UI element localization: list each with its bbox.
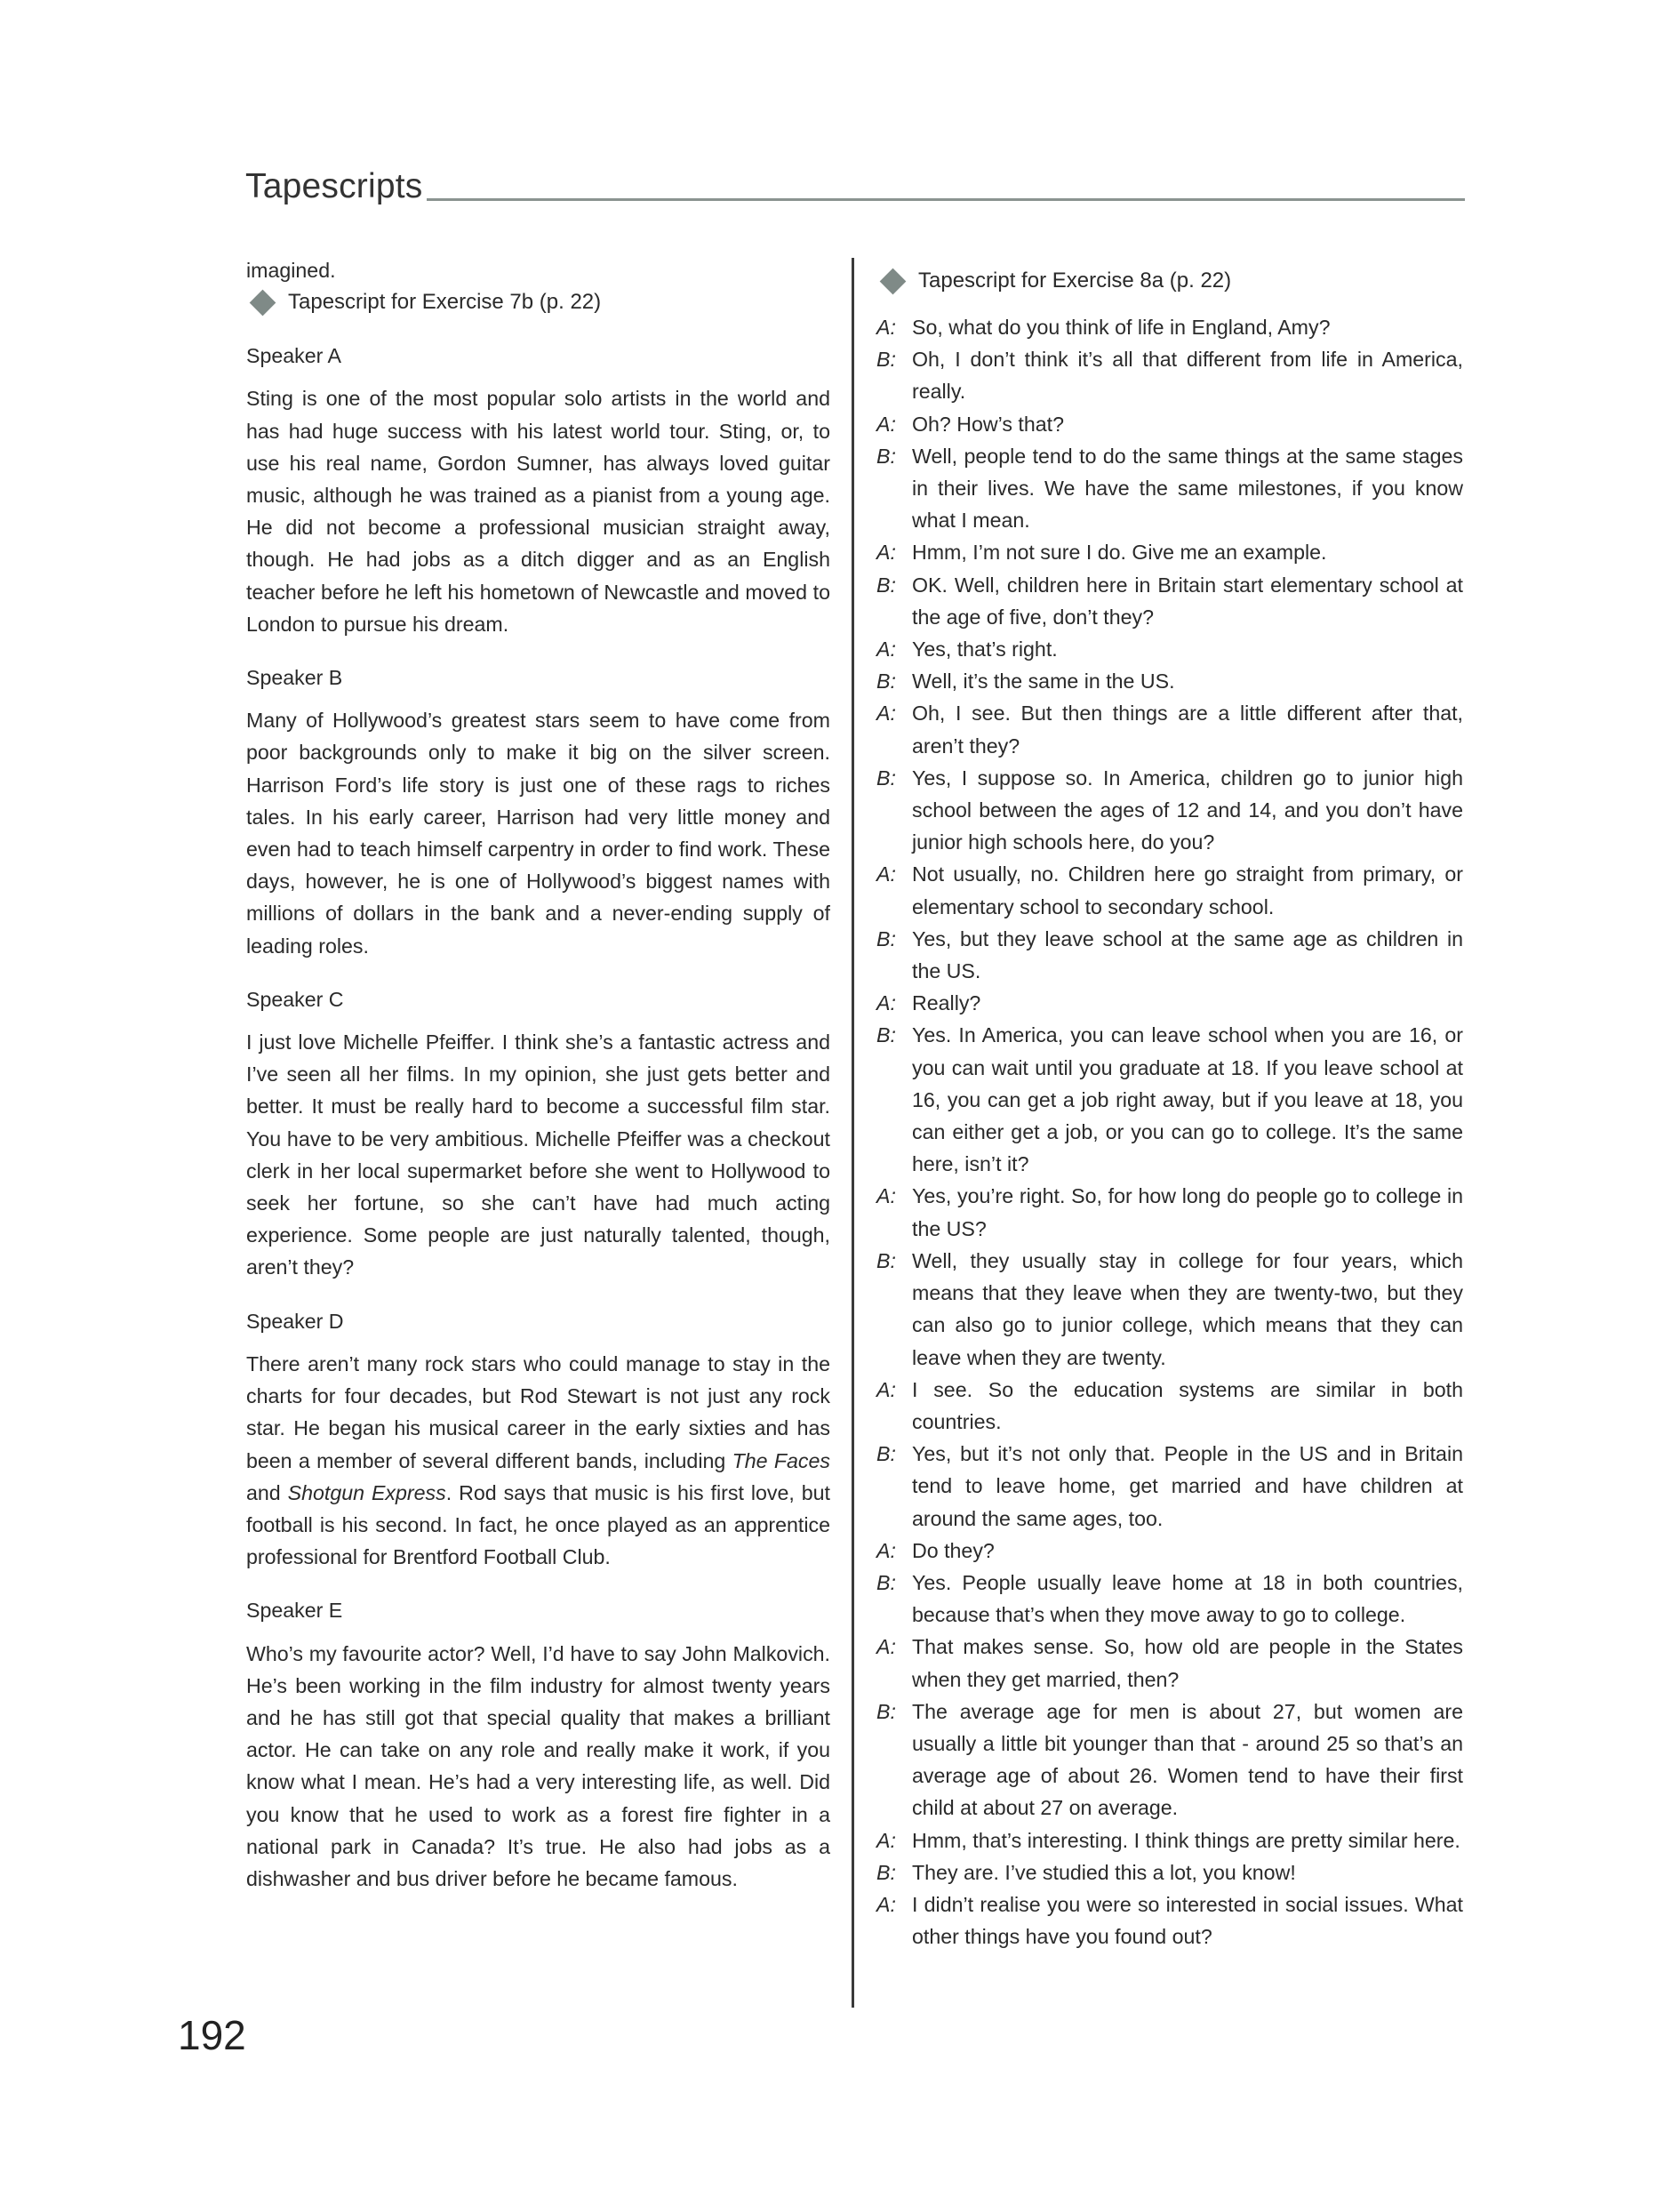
- page-header: [245, 167, 1465, 220]
- dialogue-text: Well, people tend to do the same things at the same stages in their lives. We have the same milestones, if you know what I mean.: [912, 444, 1463, 533]
- dialogue-line: [876, 1019, 1463, 1180]
- speaker-heading: Speaker B: [246, 666, 343, 690]
- dialogue-speaker: A:: [876, 1184, 896, 1208]
- dialogue-text: The average age for men is about 27, but women are usually a little bit younger than that - around 25 so that’s an average age of about 26. Women tend to have their first child at about 27 on average.: [912, 1699, 1463, 1820]
- speaker-section-b: [246, 662, 830, 962]
- dialogue-line: [876, 1535, 1463, 1567]
- dialogue-line: [876, 633, 1463, 665]
- dialogue-text: Yes. People usually leave home at 18 in both countries, because that’s when they move away to go to college.: [912, 1570, 1463, 1627]
- paragraph-text: There aren’t many rock stars who could manage to stay in the charts for four decades, but Rod Stewart is not just any rock star. He began his musical career in the early sixties and has been a member of several different bands, including: [246, 1351, 830, 1472]
- dialogue-speaker: A:: [876, 1892, 896, 1916]
- dialogue-speaker: B:: [876, 1570, 896, 1594]
- dialogue-line: [876, 440, 1463, 537]
- dialogue-line: [876, 987, 1463, 1019]
- dialogue-line: [876, 923, 1463, 987]
- page-title: Tapescripts: [245, 167, 423, 205]
- dialogue-speaker: A:: [876, 1828, 896, 1852]
- dialogue-speaker: B:: [876, 444, 896, 468]
- band-name: Shotgun Express: [287, 1480, 446, 1504]
- exercise-heading-label: Tapescript for Exercise 8a (p. 22): [918, 269, 1232, 293]
- diamond-bullet-icon: [880, 268, 907, 294]
- dialogue-line: [876, 408, 1463, 440]
- speaker-section-c: [246, 983, 830, 1284]
- dialogue-text: I see. So the education systems are similar in both countries.: [912, 1377, 1463, 1433]
- band-name: The Faces: [732, 1448, 831, 1472]
- paragraph-text: and: [246, 1480, 288, 1504]
- dialogue-speaker: A:: [876, 702, 896, 726]
- dialogue-text: Well, it’s the same in the US.: [912, 670, 1175, 694]
- dialogue-line: [876, 1438, 1463, 1535]
- column-divider: [852, 258, 854, 2008]
- dialogue-text: Really?: [912, 991, 981, 1015]
- dialogue-text: Not usually, no. Children here go straight from primary, or elementary school to secondary school.: [912, 862, 1463, 918]
- dialogue-speaker: B:: [876, 766, 896, 790]
- dialogue-line: [876, 311, 1463, 343]
- dialogue-text: Do they?: [912, 1538, 995, 1562]
- speaker-paragraph: [246, 1348, 830, 1573]
- header-rule: [427, 198, 1465, 201]
- dialogue-line: [876, 343, 1463, 407]
- dialogue-text: Oh, I don’t think it’s all that different from life in America, really.: [912, 348, 1463, 404]
- continued-text: imagined.: [246, 259, 336, 282]
- dialogue-text: Yes, you’re right. So, for how long do people go to college in the US?: [912, 1184, 1463, 1240]
- page-number: 192: [178, 2012, 246, 2058]
- dialogue-speaker: A:: [876, 637, 896, 662]
- dialogue-speaker: B:: [876, 670, 896, 694]
- dialogue-speaker: A:: [876, 1377, 896, 1401]
- dialogue-speaker: B:: [876, 348, 896, 372]
- diamond-bullet-icon: [250, 289, 276, 316]
- dialogue-speaker: B:: [876, 1699, 896, 1723]
- dialogue-text: Well, they usually stay in college for four years, which means that they leave when they are twenty-two, but they can also go to junior college, which means that they can leave when they are twenty.: [912, 1248, 1463, 1369]
- dialogue-speaker: A:: [876, 316, 896, 339]
- dialogue-line: [876, 665, 1463, 697]
- exercise-heading-8a: [880, 265, 1463, 297]
- speaker-heading: Speaker C: [246, 987, 344, 1011]
- dialogue-text: Yes, but it’s not only that. People in the US and in Britain tend to leave home, get married and have children at around the same ages, too.: [912, 1442, 1463, 1530]
- dialogue-text: So, what do you think of life in England, Amy?: [912, 316, 1331, 339]
- exercise-heading-7b: [250, 286, 830, 318]
- dialogue-text: Yes, but they leave school at the same age as children in the US.: [912, 926, 1463, 983]
- dialogue-line: [876, 1888, 1463, 1952]
- dialogue-text: Yes, that’s right.: [912, 637, 1058, 662]
- speaker-paragraph: Who’s my favourite actor? Well, I’d have to say John Malkovich. He’s been working in the film industry for almost twenty years and he has still got that special quality that makes a brilliant actor. He can take on any role and really make it work, if you know what I mean. He’s had a very interesting life, as well. Did you know that he used to work as a forest fire fighter in a national park in Canada? It’s true. He also had jobs as a dishwasher and bus driver before he became famous.: [246, 1641, 830, 1890]
- dialogue-line: [876, 1696, 1463, 1824]
- speaker-section-a: [246, 340, 830, 640]
- dialogue-text: That makes sense. So, how old are people in the States when they get married, then?: [912, 1635, 1463, 1691]
- speaker-heading: Speaker D: [246, 1309, 344, 1333]
- dialogue-line: [876, 858, 1463, 922]
- dialogue-line: [876, 1631, 1463, 1695]
- dialogue-line: [876, 697, 1463, 761]
- dialogue-text: Oh, I see. But then things are a little different after that, aren’t they?: [912, 702, 1463, 758]
- dialogue-line: [876, 1180, 1463, 1244]
- dialogue-speaker: A:: [876, 412, 896, 436]
- dialogue-speaker: A:: [876, 991, 896, 1015]
- dialogue-line: [876, 536, 1463, 568]
- dialogue-speaker: B:: [876, 1248, 896, 1272]
- dialogue-text: OK. Well, children here in Britain start elementary school at the age of five, don’t they?: [912, 573, 1463, 629]
- dialogue-text: Oh? How’s that?: [912, 412, 1064, 436]
- speaker-section-e: [246, 1594, 830, 1895]
- right-column: [876, 265, 1463, 1952]
- dialogue-speaker: B:: [876, 1860, 896, 1884]
- dialogue-text: They are. I’ve studied this a lot, you know!: [912, 1860, 1296, 1884]
- dialogue-text: Yes, I suppose so. In America, children go to junior high school between the ages of 12 and 14, and you don’t have junior high schools here, do you?: [912, 766, 1463, 854]
- dialogue-speaker: A:: [876, 1538, 896, 1562]
- dialogue-line: [876, 1245, 1463, 1374]
- paragraph-text: . Rod says that music is his first love, but football is his second. In fact, he once played as an apprentice professional for Brentford Football Club.: [246, 1480, 830, 1569]
- dialogue-speaker: A:: [876, 1635, 896, 1659]
- dialogue-speaker: B:: [876, 573, 896, 597]
- dialogue-text: I didn’t realise you were so interested in social issues. What other things have you found out?: [912, 1892, 1463, 1949]
- exercise-heading-label: Tapescript for Exercise 7b (p. 22): [288, 290, 602, 315]
- speaker-paragraph: Sting is one of the most popular solo artists in the world and has had huge success with his latest world tour. Sting, or, to use his real name, Gordon Sumner, has always loved guitar music, although he was trained as a pianist from a young age. He did not become a professional musician straight away, though. He had jobs as a ditch digger and as an English teacher before he left his hometown of Newcastle and moved to London to pursue his dream.: [246, 387, 830, 636]
- dialogue-line: [876, 1567, 1463, 1631]
- speaker-section-d: [246, 1305, 830, 1574]
- speaker-heading: Speaker E: [246, 1599, 343, 1623]
- dialogue-speaker: A:: [876, 541, 896, 565]
- dialogue: [876, 311, 1463, 1952]
- dialogue-line: [876, 1824, 1463, 1856]
- speaker-paragraph: I just love Michelle Pfeiffer. I think she’s a fantastic actress and I’ve seen all her films. In my opinion, she just gets better and better. It must be really hard to become a successful film star. You have to be very ambitious. Michelle Pfeiffer was a checkout clerk in her local supermarket before she went to Hollywood to seek her fortune, so she can’t have had much acting experience. Some people are just naturally talented, though, aren’t they?: [246, 1030, 830, 1279]
- dialogue-text: Yes. In America, you can leave school when you are 16, or you can wait until you graduate at 18. If you leave school at 16, you can get a job right away, but if you leave at 18, you can either get a job, or you can go to college. It’s the same here, isn’t it?: [912, 1023, 1463, 1176]
- left-column: [246, 254, 830, 1912]
- speaker-paragraph: Many of Hollywood’s greatest stars seem to have come from poor backgrounds only to make it big on the silver screen. Harrison Ford’s life story is just one of these rags to riches tales. In his early career, Harrison had very little money and even had to teach himself carpentry in order to find work. These days, however, he is one of Hollywood’s biggest names with millions of dollars in the bank and a never-ending supply of leading roles.: [246, 709, 830, 958]
- dialogue-line: [876, 1856, 1463, 1888]
- speaker-heading: Speaker A: [246, 344, 341, 368]
- dialogue-speaker: B:: [876, 1023, 896, 1047]
- dialogue-text: Hmm, that’s interesting. I think things are pretty similar here.: [912, 1828, 1460, 1852]
- dialogue-line: [876, 762, 1463, 859]
- dialogue-speaker: B:: [876, 1442, 896, 1466]
- dialogue-line: [876, 1374, 1463, 1438]
- dialogue-line: [876, 569, 1463, 633]
- dialogue-text: Hmm, I’m not sure I do. Give me an example.: [912, 541, 1327, 565]
- dialogue-speaker: A:: [876, 862, 896, 886]
- dialogue-speaker: B:: [876, 926, 896, 950]
